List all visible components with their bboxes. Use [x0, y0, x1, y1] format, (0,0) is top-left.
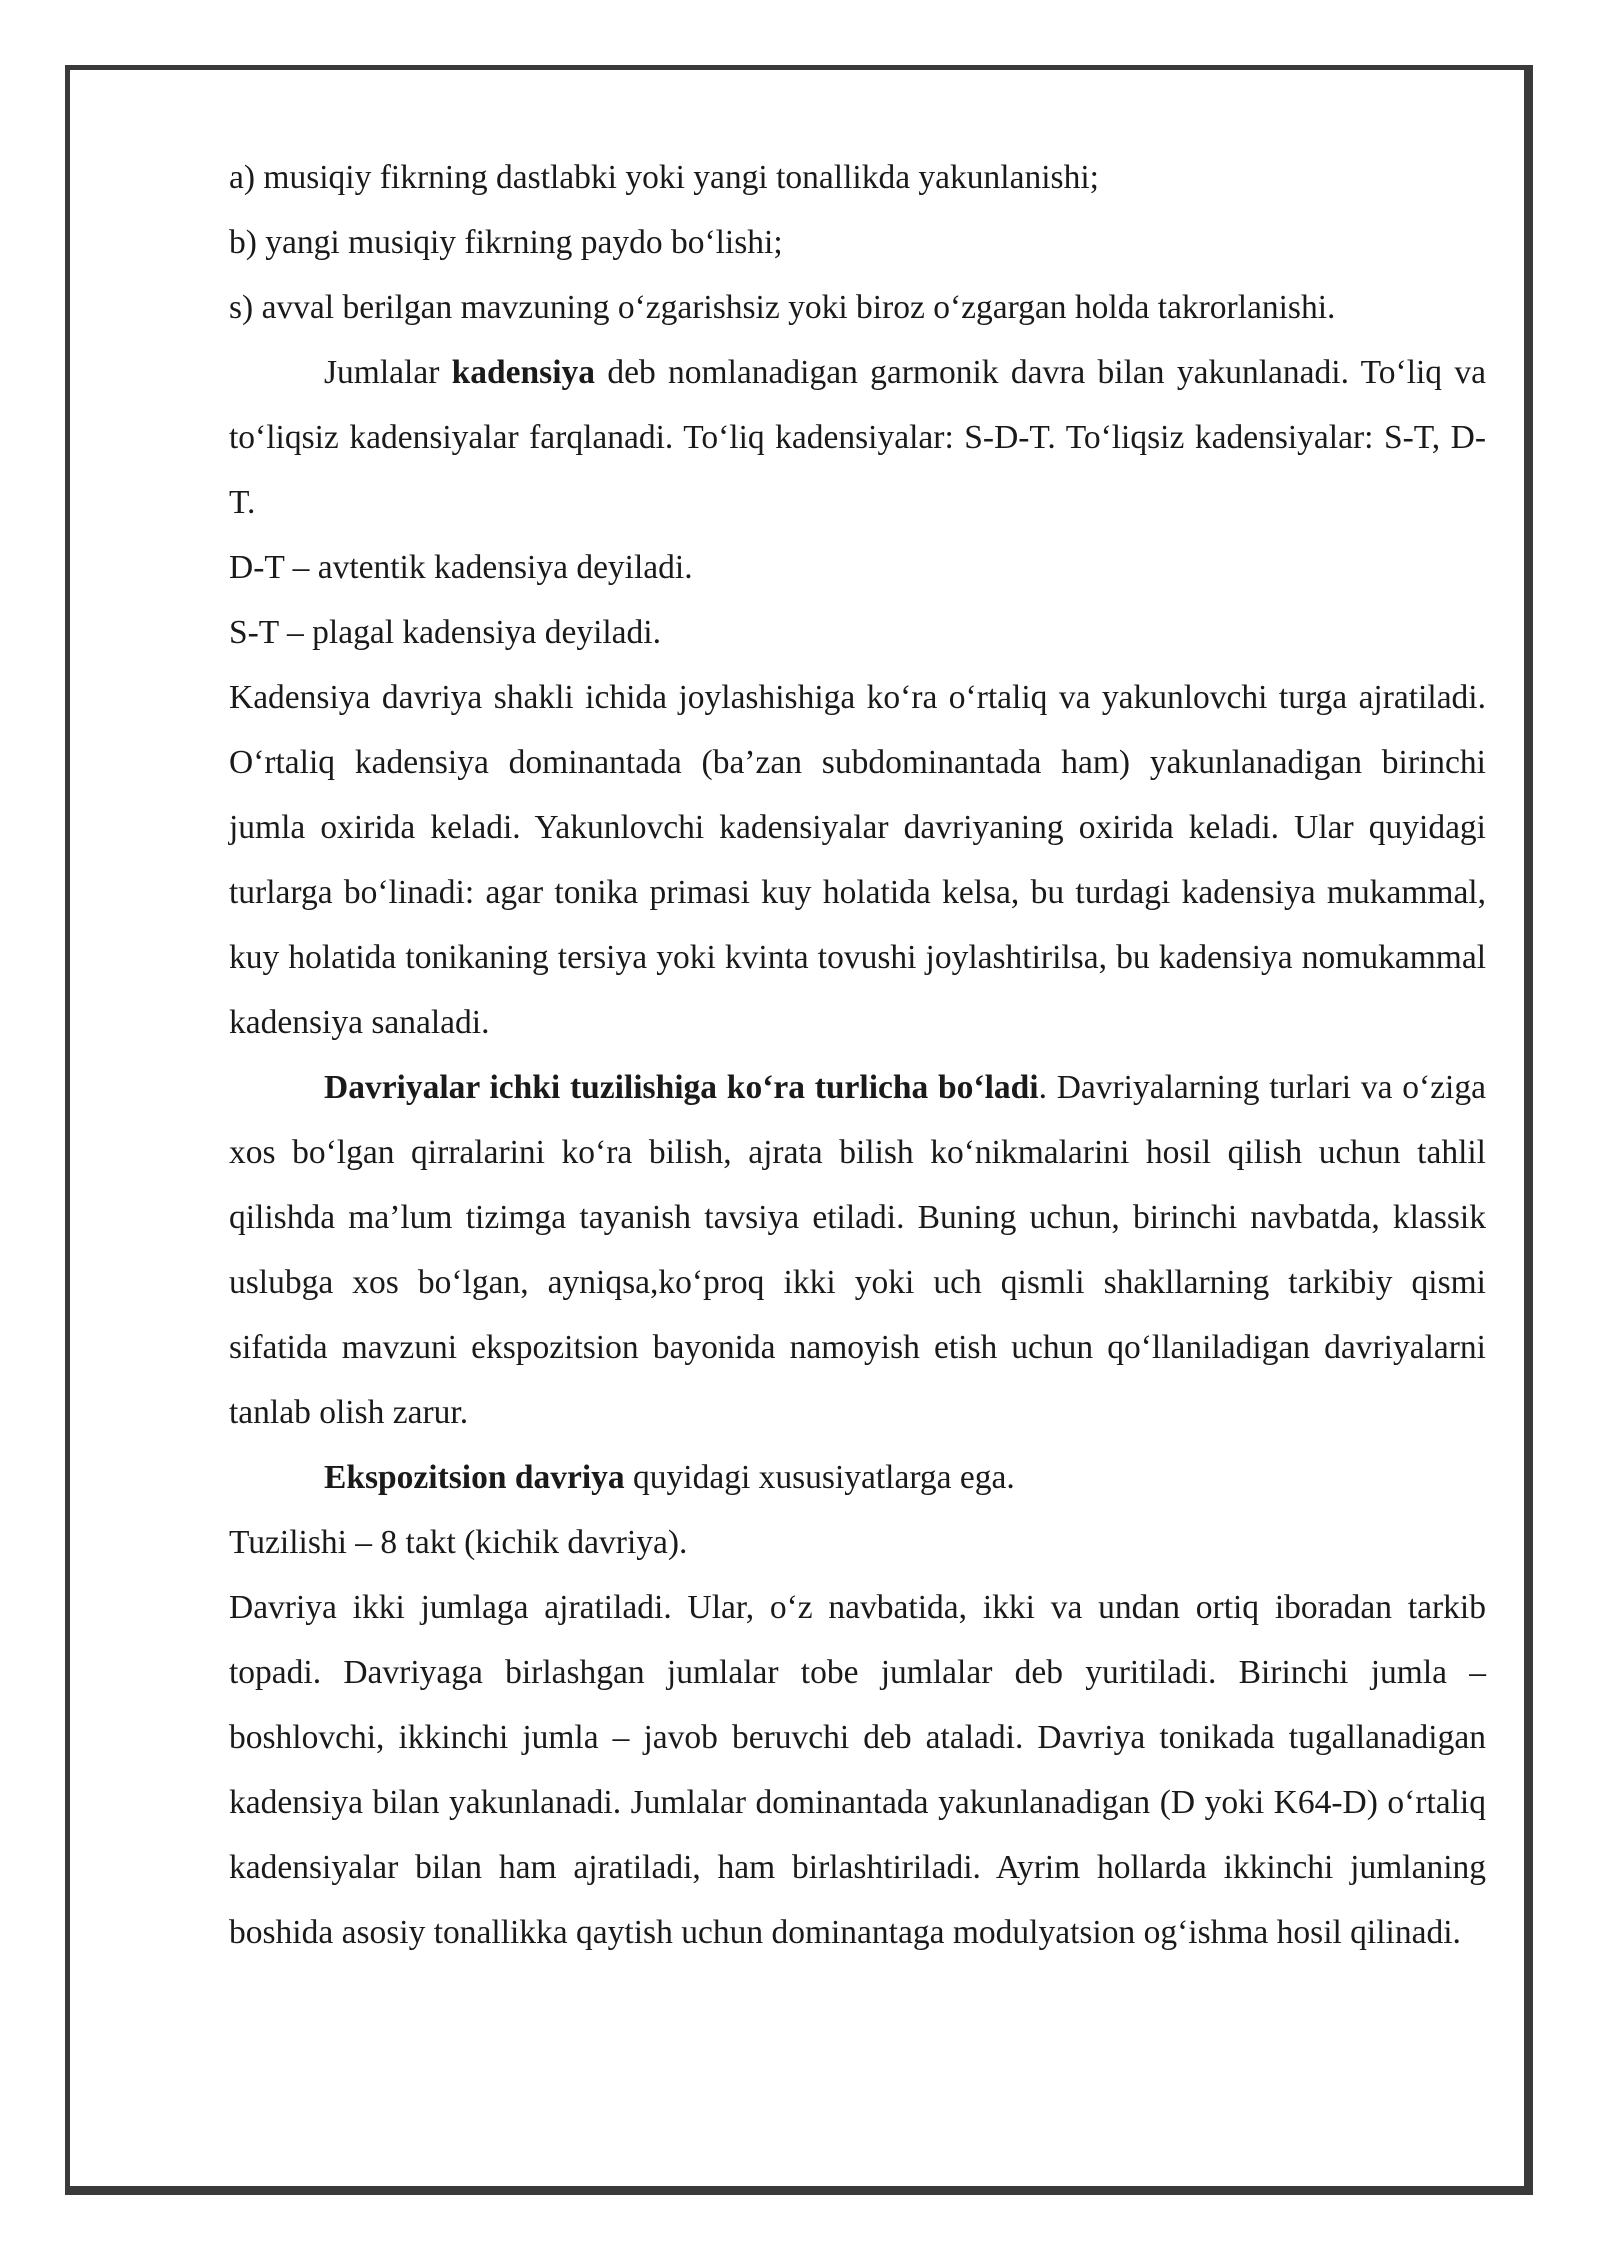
bold-term-ekspozitsion: Ekspozitsion davriya [324, 1459, 625, 1496]
line-avtentik: D-T – avtentik kadensiya deyiladi. [229, 549, 693, 586]
paragraph-jumlaga: Davriya ikki jumlaga ajratiladi. Ular, o‘z navbatida, ikki va undan ortiq iboradan tarkib topadi. Davriyaga birlashgan jumlalar tobe jumlalar deb yuritiladi. Birinchi jumla – boshlovchi, ikkinchi jumla – javob beruvchi deb ataladi. Davriya tonikada tugallanadigan kadensiya bilan yakunlanadi. Jumlalar dominantada yakunlanadigan (D yoki K64-D) o‘rtaliq kadensiyalar bilan ham ajratiladi, ham birlashtiriladi. Ayrim hollarda ikkinchi jumlaning boshida asosiy tonallikka qaytish uchun dominantaga modulyatsion og‘ishma hosil qilinadi. [229, 1589, 1486, 1951]
bold-heading-davriyalar: Davriyalar ichki tuzilishiga ko‘ra turlicha bo‘ladi [324, 1069, 1039, 1106]
text-run: Jumlalar [324, 354, 452, 391]
bold-term-kadensiya: kadensiya [451, 354, 596, 391]
line-tuzilishi: Tuzilishi – 8 takt (kichik davriya). [229, 1524, 688, 1561]
list-item-s: s) avval berilgan mavzuning o‘zgarishsiz yoki biroz o‘zgargan holda takrorlanishi. [229, 289, 1336, 326]
paragraph-ekspozitsion [229, 1445, 1486, 1510]
text-run: quyidagi xususiyatlarga ega. [624, 1459, 1015, 1496]
list-item-b: b) yangi musiqiy fikrning paydo bo‘lishi; [229, 224, 783, 261]
line-plagal: S-T – plagal kadensiya deyiladi. [229, 614, 661, 651]
list-item-a: a) musiqiy fikrning dastlabki yoki yangi tonallikda yakunlanishi; [229, 159, 1099, 196]
paragraph-joylashish: Kadensiya davriya shakli ichida joylashishiga ko‘ra o‘rtaliq va yakunlovchi turga ajratiladi. O‘rtaliq kadensiya dominantada (ba’zan subdominantada ham) yakunlanadigan birinchi jumla oxirida keladi. Yakunlovchi kadensiyalar davriyaning oxirida keladi. Ular quyidagi turlarga bo‘linadi: agar tonika primasi kuy holatida kelsa, bu turdagi kadensiya mukammal, kuy holatida tonikaning tersiya yoki kvinta tovushi joylashtirilsa, bu kadensiya nomukammal kadensiya sanaladi. [229, 679, 1486, 1041]
text-run: . Davriyalarning turlari va o‘ziga xos bo‘lgan qirralarini ko‘ra bilish, ajrata bilish ko‘nikmalarini hosil qilish uchun tahlil qilishda ma’lum tizimga tayanish tavsiya etiladi. Buning uchun, birinchi navbatda, klassik uslubga xos bo‘lgan, ayniqsa,ko‘proq ikki yoki uch qismli shakllarning tarkibiy qismi sifatida mavzuni ekspozitsion bayonida namoyish etish uchun qo‘llaniladigan davriyalarni tanlab olish zarur. [229, 1069, 1486, 1431]
paragraph-kadensiya [229, 340, 1486, 535]
document-body [229, 145, 1486, 1965]
paragraph-davriyalar [229, 1055, 1486, 1445]
text-run: deb nomlanadigan garmonik davra bilan yakunlanadi. To‘liq va to‘liqsiz kadensiyalar farqlanadi. To‘liq kadensiyalar: S-D-T. To‘liqsiz kadensiyalar: S-T, D-T. [229, 354, 1486, 521]
